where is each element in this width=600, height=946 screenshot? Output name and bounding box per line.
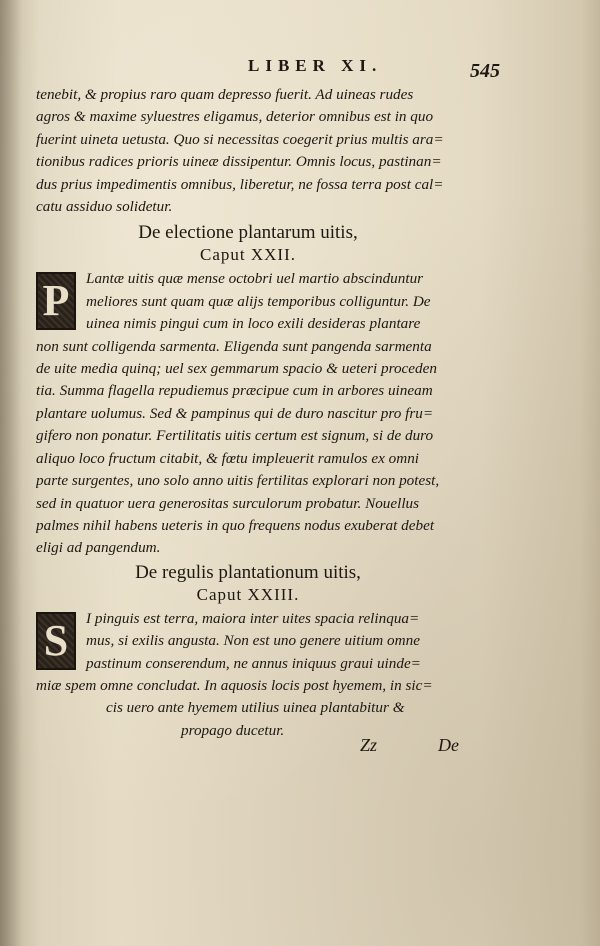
text-line: gifero non ponatur. Fertilitatis uitis certum est signum, si de duro — [36, 427, 434, 445]
text-line: tenebit, & propius raro quam depresso fuerit. Ad uineas rudes — [36, 86, 414, 103]
text-line: plantare uolumus. Sed & pampinus qui de duro nascitur pro fru= — [36, 404, 434, 422]
text-line: aliquo loco fructum citabit, & fœtu impleuerit ramulos ex omni — [36, 449, 420, 467]
text-block — [36, 84, 460, 742]
initial-letter: S — [43, 615, 69, 665]
text-line: mus, si exilis angusta. Non est uno genere uitium omne — [86, 632, 420, 650]
initial-letter: P — [42, 276, 70, 326]
text-line: catu assiduo solidetur. — [36, 198, 173, 216]
text-line: propago ducetur. — [181, 721, 285, 739]
gutter-shadow — [0, 0, 22, 946]
catchword: De — [438, 735, 459, 755]
text-line: non sunt colligenda sarmenta. Eligenda sunt pangenda sarmenta — [36, 337, 432, 355]
signature-mark: Zz — [360, 735, 378, 755]
text-line: tionibus radices prioris uineæ dissipentur. Omnis locus, pastinan= — [36, 153, 442, 171]
page-number: 545 — [470, 60, 500, 82]
text-line: Lantæ uitis quæ mense octobri uel martio abscinduntur — [86, 270, 424, 288]
text-line: palmes nihil habens ueteris in quo frequens nodus exuberat debet — [36, 516, 435, 534]
text-line: tia. Summa flagella repudiemus præcipue cum in arbores uineam — [36, 382, 433, 400]
text-line: dus prius impedimentis omnibus, liberetur, ne fossa terra post cal= — [36, 175, 444, 193]
text-line: meliores sunt quam quæ alijs temporibus colliguntur. De — [86, 292, 431, 310]
text-line: de uite media quinq; uel sex gemmarum spacio & ueteri proceden — [36, 360, 437, 378]
chapter-22-paragraph — [36, 268, 460, 559]
text-line: miæ spem omne concludat. In aquosis locis post hyemem, in sic= — [36, 676, 433, 694]
chapter-title: De regulis plantationum uitis, — [135, 561, 361, 583]
text-line: sed in quatuor uera generositas surculorum probatur. Nouellus — [36, 494, 420, 512]
text-line: cis uero ante hyemem utilius uinea plantabitur & — [106, 699, 405, 717]
chapter-title: De electione plantarum uitis, — [138, 222, 358, 244]
chapter-number: Caput XXIII. — [196, 584, 300, 604]
text-line: parte surgentes, uno solo anno uitis fertilitas explorari non potest, — [36, 472, 440, 490]
opening-paragraph — [36, 84, 460, 218]
decorated-initial — [36, 612, 76, 670]
text-line: fuerint uineta uetusta. Quo si necessitas coegerit prius multis ara= — [36, 130, 444, 148]
chapter-number: Caput XXII. — [200, 245, 296, 265]
decorated-initial — [36, 272, 76, 330]
text-line: I pinguis est terra, maiora inter uites spacia relinqua= — [86, 609, 420, 627]
text-line: agros & maxime syluestres eligamus, deterior omnibus est in quo — [36, 108, 434, 126]
chapter-23-paragraph — [36, 608, 460, 742]
text-line: uinea nimis pingui cum in loco exili desideras plantare — [86, 315, 421, 333]
running-head: LIBER XI. — [248, 56, 383, 75]
text-line: pastinum conserendum, ne annus iniquus graui uinde= — [86, 654, 421, 672]
text-line: eligi ad pangendum. — [36, 539, 161, 557]
